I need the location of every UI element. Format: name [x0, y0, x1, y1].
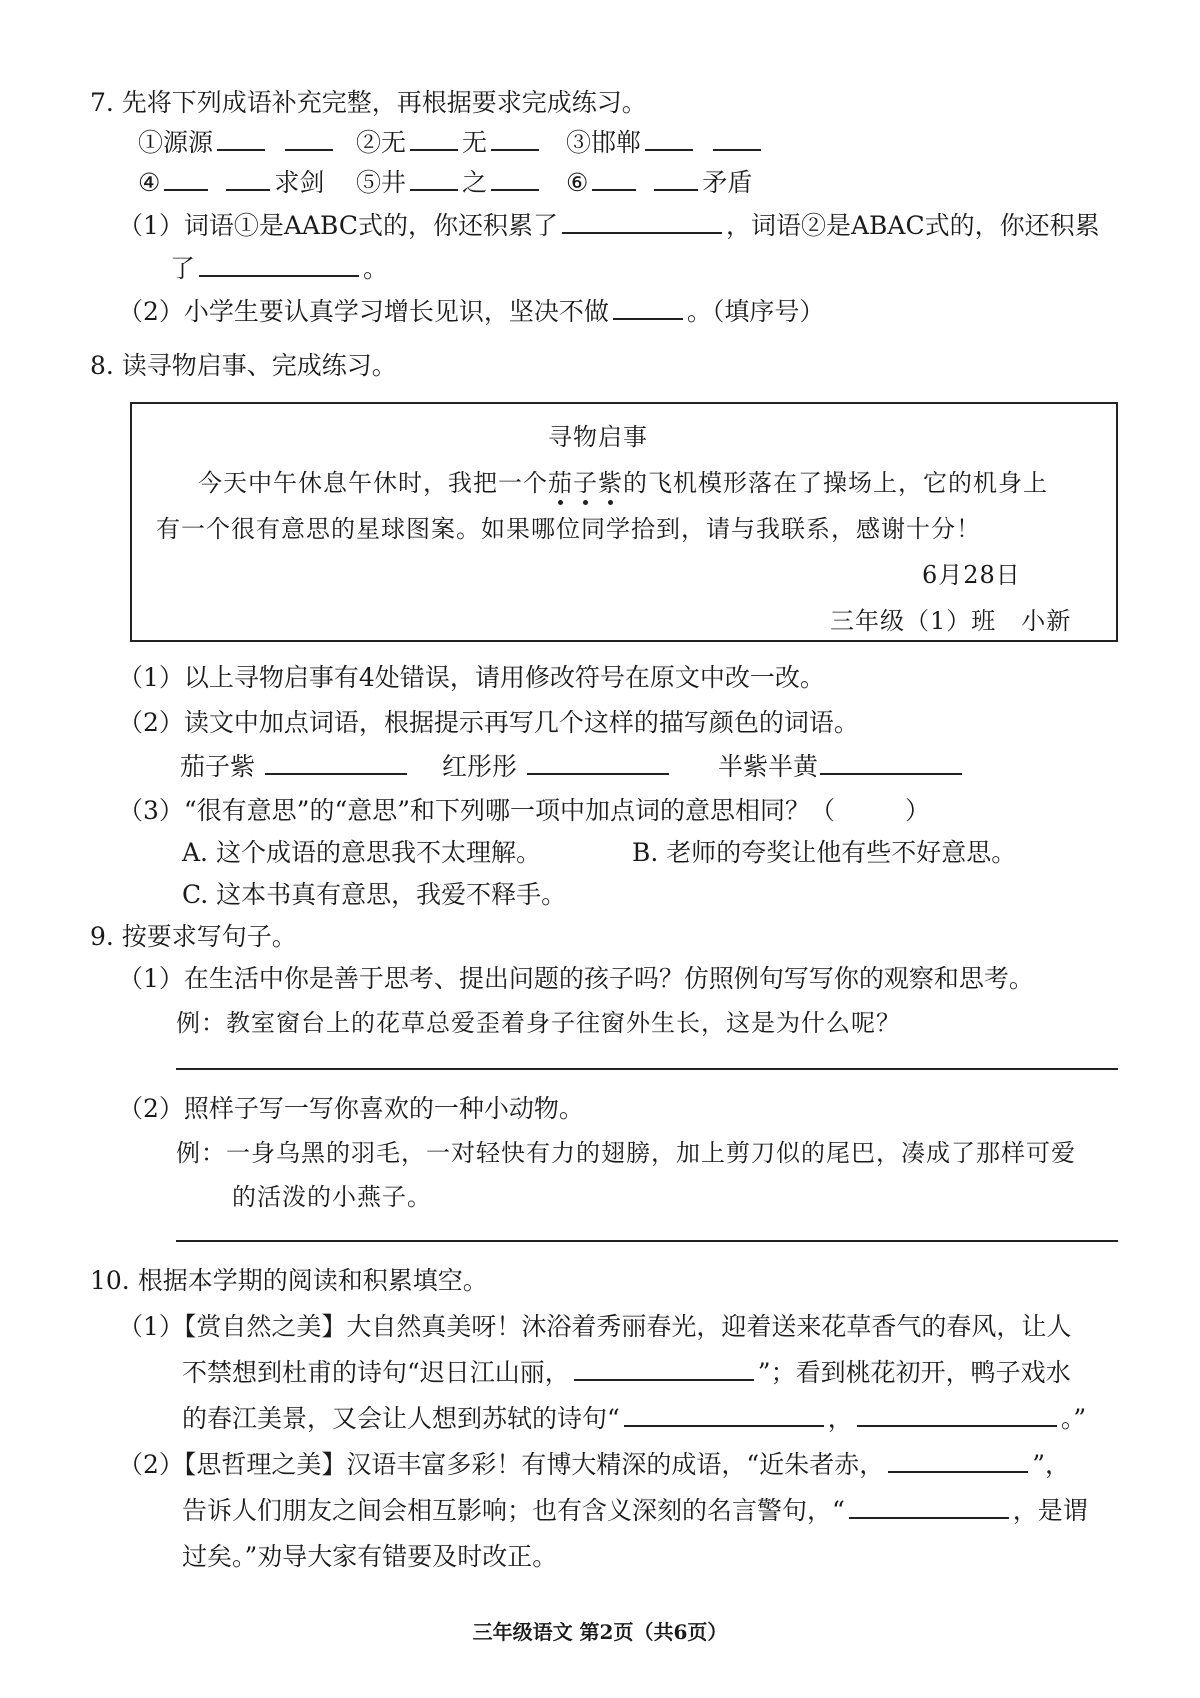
- idiom-2-blank-b[interactable]: [491, 127, 539, 151]
- q9-example-1: 例：教室窗台上的花草总爱歪着身子往窗外生长，这是为什么呢？: [176, 1009, 901, 1037]
- q8-title: 8. 读寻物启事、完成练习。: [90, 351, 397, 380]
- q7-sub2-text-b: 。（填序号）: [686, 297, 825, 326]
- q10-s2-line1-b: ”，: [1032, 1450, 1070, 1479]
- notice-date: 6月28日: [922, 561, 1021, 589]
- notice-line-1-b: 的飞机模形落在了操场上，它的机身上: [623, 469, 1048, 497]
- q9-sub2: （2）照样子写一写你喜欢的一种小动物。: [118, 1094, 584, 1123]
- q10-s1-line2-b: ”；看到桃花初开，鸭子戏水: [757, 1358, 1071, 1387]
- idiom-5: [356, 166, 543, 200]
- idiom-4-blank-b[interactable]: [226, 167, 270, 191]
- idiom-2-text-a: ②无: [356, 128, 407, 157]
- q8-sub3: [118, 794, 930, 828]
- color-word-2: [442, 750, 673, 784]
- q7-title: 7. 先将下列成语补充完整，再根据要求完成练习。: [90, 88, 647, 117]
- q8-sub2: （2）读文中加点词语，根据提示再写几个这样的描写颜色的词语。: [118, 708, 859, 737]
- idiom-4-blank-a[interactable]: [164, 167, 208, 191]
- idiom-blank[interactable]: [888, 1449, 1028, 1473]
- q9-answer-line-2[interactable]: [176, 1240, 1118, 1242]
- option-b: B. 老师的夸奖让他有些不好意思。: [632, 838, 1017, 867]
- color-word-3-blank[interactable]: [820, 751, 962, 775]
- idiom-6: [566, 166, 752, 200]
- q7-sub2-text-a: （2）小学生要认真学习增长见识，坚决不做: [118, 297, 609, 326]
- idiom-1: ①源源: [138, 128, 214, 157]
- q10-s2-line2-b: ，是谓: [1012, 1496, 1088, 1525]
- idiom-2: [356, 126, 543, 160]
- color-word-2-text: 红彤彤: [442, 752, 518, 781]
- q7-sub2-blank[interactable]: [613, 296, 683, 320]
- q9-example-2b: 的活泼的小燕子。: [232, 1183, 432, 1211]
- q7-sub1-blank-b[interactable]: [199, 253, 359, 277]
- notice-signature: 三年级（1）班 小新: [830, 607, 1072, 635]
- poem-blank-3[interactable]: [857, 1403, 1057, 1427]
- q9-example-2a: 例：一身乌黑的羽毛，一对轻快有力的翅膀，加上剪刀似的尾巴，凑成了那样可爱: [176, 1139, 1076, 1167]
- idiom-6-text-a: ⑥: [566, 168, 589, 197]
- idiom-3-blank-a[interactable]: [645, 127, 693, 151]
- poem-blank-2[interactable]: [624, 1403, 824, 1427]
- color-word-2-blank[interactable]: [527, 751, 669, 775]
- q10-s2-line1-a: （2）【思哲理之美】汉语丰富多彩！有博大精深的成语，“近朱者赤，: [118, 1450, 885, 1479]
- q10-title: 10. 根据本学期的阅读和积累填空。: [90, 1266, 488, 1295]
- q7-sub1-blank-a[interactable]: [562, 210, 722, 234]
- idiom-4: [138, 166, 324, 200]
- idiom-4-text-a: ④: [138, 168, 161, 197]
- option-c: C. 这本书真有意思，我爱不释手。: [182, 880, 567, 909]
- idiom-6-text-b: 矛盾: [702, 168, 753, 197]
- idiom-1-blank-a[interactable]: [217, 127, 265, 151]
- idiom-2-text-b: 无: [462, 128, 488, 157]
- quote-blank[interactable]: [849, 1495, 1009, 1519]
- option-a: A. 这个成语的意思我不太理解。: [182, 838, 541, 867]
- q7-sub1-text-c: 了: [170, 254, 196, 283]
- q10-s1-line3-b: ，: [827, 1404, 853, 1433]
- notice-line-1-a: 今天中午休息午休时，我把一个: [198, 469, 548, 497]
- idiom-1-blank-b[interactable]: [285, 127, 333, 151]
- q7-sub1-text-b: ，词语②是ABAC式的，你还积累: [725, 211, 1100, 240]
- page-footer: 三年级语文 第2页（共6页）: [472, 1620, 728, 1644]
- q10-s1-line2-a: 不禁想到杜甫的诗句“迟日江山丽，: [182, 1358, 570, 1387]
- q10-s1-line1: （1）【赏自然之美】大自然真美呀！沐浴着秀丽春光，迎着送来花草香气的春风，让人: [118, 1312, 1072, 1341]
- dotted-char-1: 茄: [548, 469, 573, 497]
- q9-sub1: （1）在生活中你是善于思考、提出问题的孩子吗？仿照例句写写你的观察和思考。: [118, 964, 1034, 993]
- q8-sub3-text-a: （3）“很有意思”的“意思”和下列哪一项中加点词的意思相同？（: [118, 796, 836, 825]
- q7-row1: [138, 126, 337, 160]
- q10-s2-line2-a: 告诉人们朋友之间会相互影响；也有含义深刻的名言警句，“: [182, 1496, 845, 1525]
- idiom-3-text: ③邯郸: [566, 128, 642, 157]
- q7-sub1-text-a: （1）词语①是AABC式的，你还积累了: [118, 211, 558, 240]
- idiom-2-blank-a[interactable]: [410, 127, 458, 151]
- idiom-3: [566, 126, 765, 160]
- idiom-5-blank-b[interactable]: [491, 167, 539, 191]
- q10-s1-line2: [182, 1356, 1071, 1390]
- q8-sub3-text-b: ）: [905, 796, 931, 825]
- poem-blank-1[interactable]: [574, 1357, 754, 1381]
- q10-s2-line2: [182, 1494, 1088, 1528]
- q7-sub1: [118, 209, 1100, 243]
- dotted-char-3: 紫: [598, 469, 623, 497]
- q10-s1-line3-a: 的春江美景，又会让人想到苏轼的诗句“: [182, 1404, 620, 1433]
- color-word-1-blank[interactable]: [265, 751, 407, 775]
- idiom-5-blank-a[interactable]: [410, 167, 458, 191]
- q9-answer-line-1[interactable]: [176, 1068, 1118, 1070]
- q10-s2-line1: [118, 1448, 1070, 1482]
- idiom-3-blank-b[interactable]: [713, 127, 761, 151]
- q8-sub1: （1）以上寻物启事有4处错误，请用修改符号在原文中改一改。: [118, 663, 825, 692]
- idiom-5-text-a: ⑤井: [356, 168, 407, 197]
- notice-line-1: [198, 466, 1048, 500]
- dotted-char-2: 子: [573, 469, 598, 497]
- color-word-3-text: 半紫半黄: [718, 752, 819, 781]
- q9-title: 9. 按要求写句子。: [90, 922, 297, 951]
- color-word-1: [180, 750, 411, 784]
- q10-s2-line3: 过矣。”劝导大家有错要及时改正。: [182, 1542, 558, 1571]
- color-word-3: [718, 750, 966, 784]
- idiom-6-blank-b[interactable]: [654, 167, 698, 191]
- q7-sub2: [118, 295, 824, 329]
- q7-sub1-cont: [170, 252, 388, 286]
- idiom-6-blank-a[interactable]: [592, 167, 636, 191]
- q10-s1-line3: [182, 1402, 1086, 1436]
- idiom-4-text-b: 求剑: [274, 168, 325, 197]
- color-word-1-text: 茄子紫: [180, 752, 256, 781]
- idiom-5-text-b: 之: [462, 168, 488, 197]
- q7-sub1-end: 。: [363, 254, 389, 283]
- notice-line-2: 有一个很有意思的星球图案。如果哪位同学拾到，请与我联系，感谢十分！: [156, 515, 981, 543]
- notice-heading: 寻物启事: [548, 423, 648, 451]
- q10-s1-line3-c: 。”: [1060, 1404, 1087, 1433]
